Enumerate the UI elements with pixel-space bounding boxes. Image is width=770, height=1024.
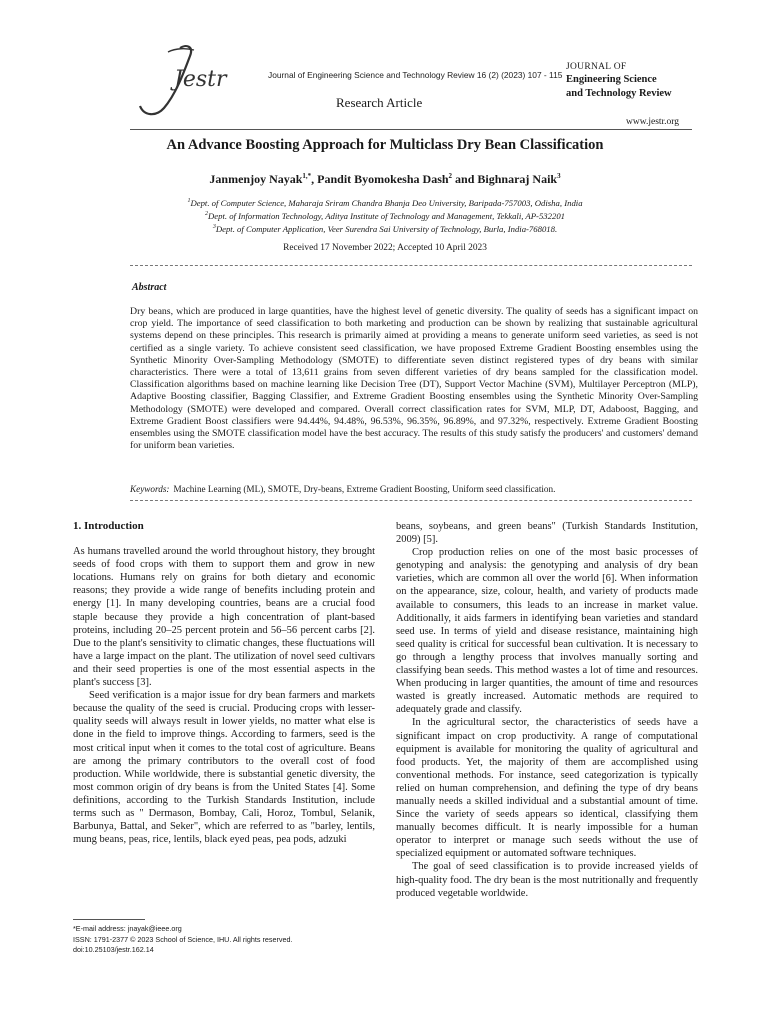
journal-citation: Journal of Engineering Science and Technology Review 16 (2) (2023) 107 - 115 <box>268 70 563 80</box>
keywords <box>130 484 698 494</box>
abstract-bottom-divider <box>130 500 692 501</box>
author-name: Pandit Byomokesha Dash <box>317 172 449 186</box>
footnote-doi: doi:10.25103/jestr.162.14 <box>73 945 154 954</box>
section-heading: 1. Introduction <box>73 520 144 532</box>
left-column <box>73 520 375 846</box>
author-affil-sup: 1,* <box>302 172 312 180</box>
affiliation-line <box>0 209 770 222</box>
keywords-text: Machine Learning (ML), SMOTE, Dry-beans, Extreme Gradient Boosting, Uniform seed classification. <box>173 484 556 494</box>
affiliation-text: Dept. of Information Technology, Aditya Institute of Technology and Management, Tekkali, AP-532201 <box>207 210 566 221</box>
footnote-email: *E-mail address: jnayak@ieee.org <box>73 924 182 933</box>
paper-title: An Advance Boosting Approach for Multiclass Dry Bean Classification <box>166 137 604 153</box>
abstract-top-divider <box>130 265 692 266</box>
author-separator: , <box>311 172 318 186</box>
body-paragraph: In the agricultural sector, the characteristics of seeds have a significant impact on crop productivity. A range of computational equipment is available for monitoring the quality of agricultural and food products. Yet, the majority of them are accomplished using conventional methods. For instance, seed categorization is typically relied on human comprehension, and defining the type of dry beans manually needs a skilled individual and a substantial amount of time. Since the variety of seeds appears so identical, classifying them manually becomes difficult. It is nearly impossible for a human operator to interpret or manage such seeds without the use of specialized equipment or automated software techniques. <box>396 717 698 860</box>
jestr-logo-mark <box>128 42 238 122</box>
body-paragraph: As humans travelled around the world throughout history, they brought seeds of food crops with them to support them and grow in new locations. Humans rely on grains for both dietary and economic reasons; they provide a wide range of benefits including protein and energy [1]. In many developing countries, beans are a crucial food staple because they provide a high concentration of plant-based proteins, including 20–25 percent protein and 56–56 percent carbs [2]. Due to the plant's sensitivity to climatic changes, these fluctuations will have a large impact on the plant. The utilization of novel seed cultivars and their seed properties is one of the most essential aspects in the plant's success [3]. <box>73 546 375 689</box>
author-name: Janmenjoy Nayak <box>209 172 303 186</box>
journal-name-box <box>566 62 672 100</box>
abstract-heading: Abstract <box>132 282 167 293</box>
author-affil-sup: 3 <box>557 172 561 180</box>
affiliations <box>0 196 770 235</box>
received-dates: Received 17 November 2022; Accepted 10 April 2023 <box>283 243 487 253</box>
author-affil-sup: 2 <box>448 172 453 180</box>
affiliation-line <box>0 196 770 209</box>
footnote-divider <box>73 919 145 920</box>
body-paragraph: beans, soybeans, and green beans" (Turkish Standards Institution, 2009) [5]. <box>396 521 698 546</box>
affiliation-sup: 2 <box>204 210 208 217</box>
journal-logo <box>128 42 238 122</box>
abstract-text: Dry beans, which are produced in large quantities, have the highest level of genetic diversity. The quality of seeds has a significant impact on crop yield. The importance of seed classification to both marketing and production can be shown by realizing that sustainable agricultural systems depend on these principles. This research is primarily aimed at providing a means to generate uniform seed varieties, as seed is not certified as a single variety. To achieve consistent seed classification, we have proposed Extreme Gradient Boosting ensembles using the Synthetic Minority Over-Sampling Methodology (SMOTE) to differentiate seven distinct registered types of dry beans with similar characteristics. There were a total of 13,611 grains from seven different varieties of dry beans sampled for the classification model. Classification algorithms based on machine learning like Decision Tree (DT), Support Vector Machine (SVM), Multilayer Perceptron (MLP), Adaptive Boosting classifier, Bagging Classifier, and Extreme Gradient Boosting ensembles using the Synthetic Minority Over-Sampling Methodology (SMOTE) were developed and compared. Overall correct classification rates for SVM, MLP, DT, Adaboost, Bagging, and Extreme Gradient Boost classifiers were 94.44%, 94.48%, 96.53%, 96.35%, 96.89%, and 97.32%, respectively. Extreme Gradient Boosting ensembles using the SMOTE classification model have the best accuracy. The results of this study satisfy the producers' and customers' demand for uniform bean varieties. <box>130 306 698 452</box>
right-column <box>396 520 698 900</box>
author-name: Bighnaraj Naik <box>477 172 558 186</box>
header-divider <box>130 129 692 130</box>
body-paragraph: The goal of seed classification is to provide increased yields of high-quality food. The dry bean is the most nutritionally and frequently produced vegetable worldwide. <box>396 861 698 899</box>
journal-name-line2: Engineering Science <box>566 74 657 85</box>
journal-website-link[interactable]: www.jestr.org <box>626 117 680 127</box>
author-list <box>0 172 770 187</box>
footnotes <box>73 924 292 956</box>
journal-name-line3: and Technology Review <box>566 88 672 99</box>
author-separator: and <box>452 172 478 186</box>
affiliation-text: Dept. of Computer Application, Veer Surendra Sai University of Technology, Burla, India-768018. <box>215 223 558 234</box>
affiliation-line <box>0 222 770 235</box>
logo-text: Jestr <box>174 67 227 92</box>
affiliation-sup: 3 <box>212 223 216 230</box>
article-type: Research Article <box>336 95 423 110</box>
body-paragraph: Seed verification is a major issue for dry bean farmers and markets because the quality of the seed is crucial. Producing crops with lesser-quality seeds will always result in lower yields, no matter what else is done in the field to improve things. According to farmers, seed is the most critical input when it comes to the total cost of agriculture. Beans are among the primary contributors to the overall cost of food production. While worldwide, there is substantial genetic diversity, the most common origin of dry beans is from the United States [4]. Some definitions, according to the Turkish Standards Institution, include terms such as " Dermason, Bombay, Cali, Horoz, Tombul, Selanik, Barbunya, Battal, and Seker", which are referred to as "barley, lentils, mung beans, peas, rice, lentils, black eyed peas, pea pods, adzuki <box>73 690 375 846</box>
body-paragraph: Crop production relies on one of the most basic processes of genotyping and analysis: the genotyping and analysis of dry bean varieties, which are common all over the world [6]. When information on the appearance, size, colour, health, and variety of products made available to consumers, this leads to an increase in market value. Additionally, it aids farmers in identifying bean varieties and standard seed use. In terms of yield and disease resistance, maintaining high seed quality is critical for successful bean cultivation. It is necessary to go through a lengthy process that involves manually sorting and classifying bean seeds. This method wastes a lot of time and resources. When producing in larger quantities, the amount of time and resources wasted is greatly increased. Automatic methods are required to adequately grade and classify. <box>396 547 698 716</box>
affiliation-text: Dept. of Computer Science, Maharaja Sriram Chandra Bhanja Deo University, Baripada-757003, Odisha, India <box>190 197 583 208</box>
affiliation-sup: 1 <box>187 198 191 204</box>
keywords-label: Keywords: <box>130 484 170 494</box>
footnote-issn: ISSN: 1791-2377 © 2023 School of Science, IHU. All rights reserved. <box>73 934 293 944</box>
journal-name-line1: JOURNAL OF <box>566 62 627 72</box>
